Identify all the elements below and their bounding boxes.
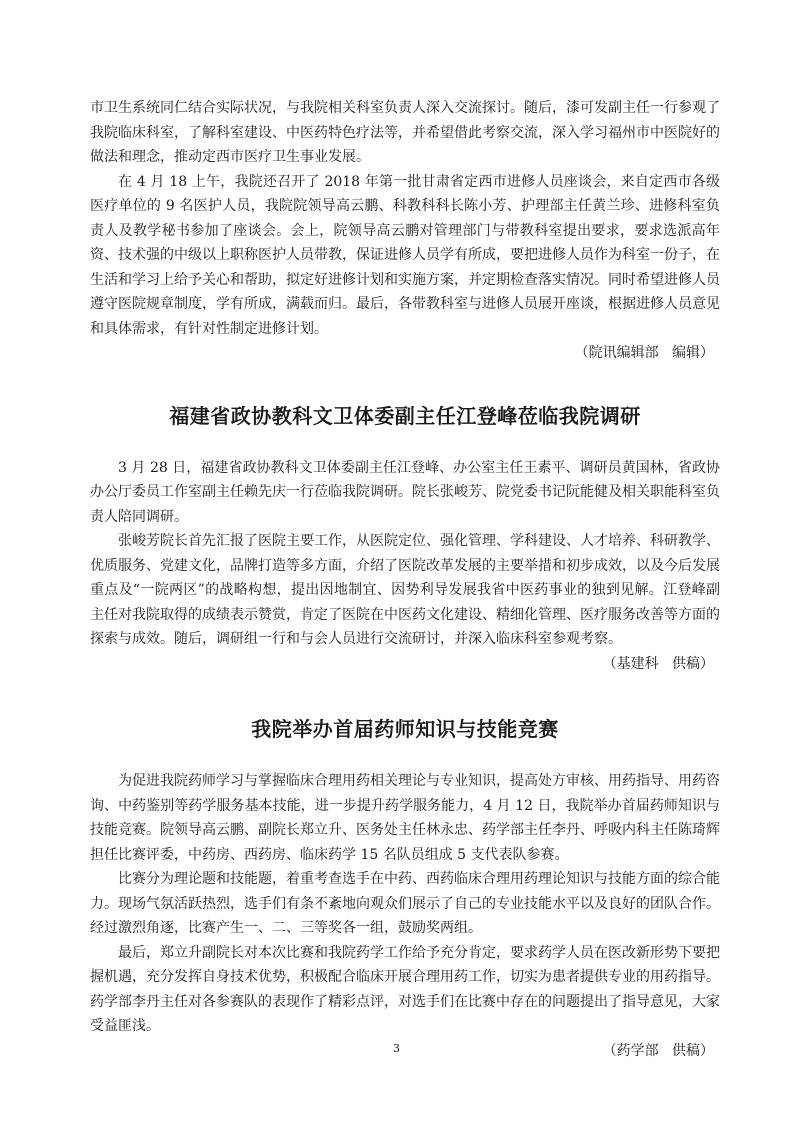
article-paragraph: 张峻芳院长首先汇报了医院主要工作，从医院定位、强化管理、学科建设、人才培养、科研教学、优质服务、党建文化，品牌打造等多方面，介绍了医院改革发展的主要举措和初步成效，以及今后发展重点及“一院两区”的战略构想，提出因地制宜、因势利导发展我省中医药事业的独到见解。江登峰副主任对我院取得的成绩表示赞赏，肯定了医院在中医药文化建设、精细化管理、医疗服务改善等方面的探索与成效。随后，调研组一行和与会人员进行交流研讨，并深入临床科室参观考察。 (90, 533, 720, 647)
article-credit: （基建科 供稿） (602, 655, 714, 672)
article-dingxi-trainees (90, 96, 720, 366)
article-paragraph: 在 4 月 18 上午，我院还召开了 2018 年第一批甘肃省定西市进修人员座谈会，来自定西市各级医疗单位的 9 名医护人员，我院院领导高云鹏、科教科科长陈小芳、护理部主任黄兰珍、进修科室负责人及教学秘书参加了座谈会。会上，院领导高云鹏对管理部门与带教科室提出要求，要求选派高年资、技术强的中级以上职称医护人员带教，保证进修人员学有所成，要把进修人员作为科室一份子，在生活和学习上给予关心和帮助，拟定好进修计划和实施方案，并定期检查落实情况。同时希望进修人员遵守医院规章制度，学有所成，满载而归。最后，各带教科室与进修人员展开座谈，根据进修人员意见和具体需求，有针对性制定进修计划。 (90, 173, 720, 337)
article-title: 我院举办首届药师知识与技能竞赛 (251, 717, 559, 741)
newsletter-page (90, 96, 720, 1063)
article-paragraph: 3 月 28 日，福建省政协教科文卫体委副主任江登峰、办公室主任王素平、调研员黄国林，省政协办公厅委员工作室副主任赖先庆一行莅临我院调研。院长张峻芳、院党委书记阮能健及相关职能科室负责人陪同调研。 (90, 459, 720, 525)
article-pharmacist-competition (90, 713, 720, 1063)
article-paragraph: 为促进我院药师学习与掌握临床合理用药相关理论与专业知识，提高处方审核、用药指导、用药咨询、中药鉴别等药学服务基本技能，进一步提升药学服务能力，4 月 12 日，我院举办首届药师知识与技能竞赛。院领导高云鹏、副院长郑立升、医务处主任林永忠、药学部主任李丹、呼吸内科主任陈琦辉担任比赛评委，中药房、西药房、临床药学 15 名队员组成 5 支代表队参赛。 (90, 773, 720, 863)
article-paragraph: 市卫生系统同仁结合实际状况，与我院相关科室负责人深入交流探讨。随后，漆可发副主任一行参观了我院临床科室，了解科室建设、中医药特色疗法等，并希望借此考察交流，深入学习福州市中医院好的做法和理念，推动定西市医疗卫生事业发展。 (90, 100, 720, 165)
article-cppcc-visit (90, 400, 720, 677)
article-title: 福建省政协教科文卫体委副主任江登峰莅临我院调研 (169, 403, 641, 428)
page-number: 3 (393, 1042, 400, 1055)
article-credit: （药学部 供稿） (602, 1042, 714, 1059)
article-credit: （院讯编辑部 编辑） (574, 345, 714, 361)
article-paragraph: 比赛分为理论题和技能题，着重考查选手在中药、西药临床合理用药理论知识与技能方面的综合能力。现场气氛活跃热烈，选手们有条不紊地向观众们展示了自己的专业技能水平以及良好的团队合作。经过激烈角逐，比赛产生一、二、三等奖各一组，鼓励奖两组。 (90, 871, 720, 936)
article-paragraph: 最后，郑立升副院长对本次比赛和我院药学工作给予充分肯定，要求药学人员在医改新形势下要把握机遇，充分发挥自身技术优势，积极配合临床开展合理用药工作，切实为患者提供专业的用药指导。药学部李丹主任对各参赛队的表现作了精彩点评，对选手们在比赛中存在的问题提出了指导意见，大家受益匪浅。 (90, 944, 720, 1034)
